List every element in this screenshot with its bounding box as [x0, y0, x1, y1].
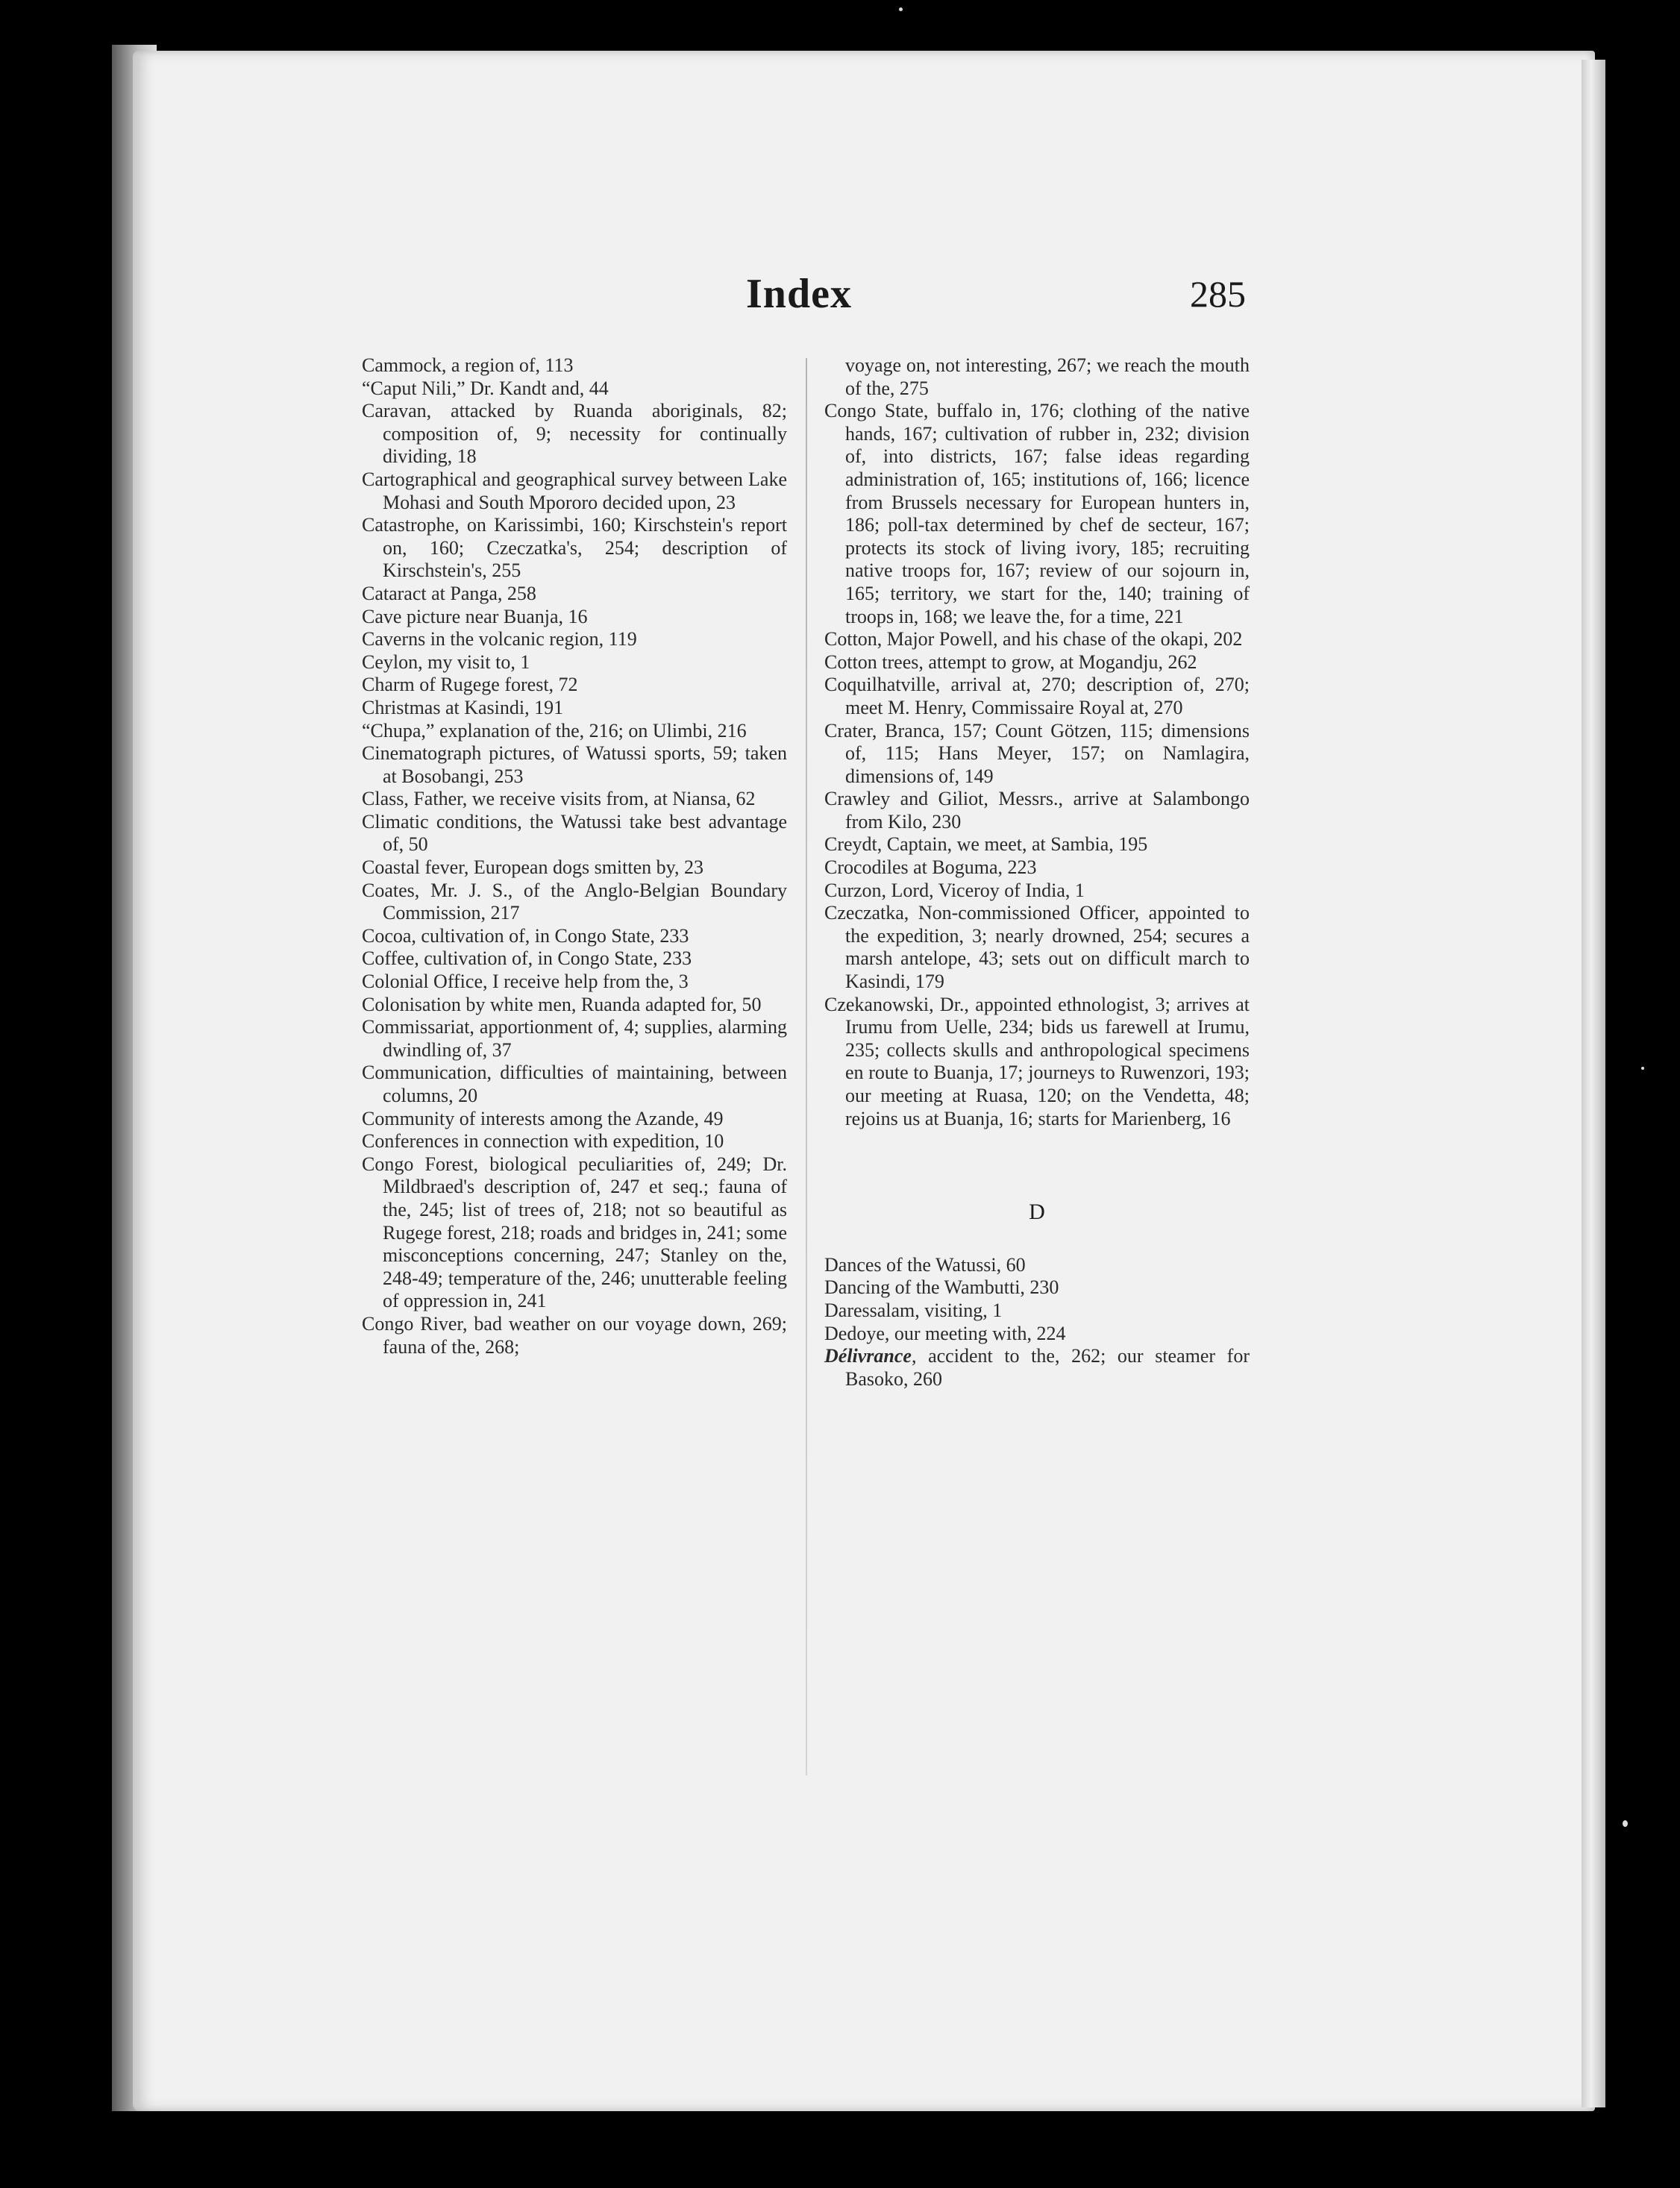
index-entry: Crawley and Giliot, Messrs., arrive at Salambongo from Kilo, 230 [824, 788, 1250, 833]
index-entry: Czekanowski, Dr., appointed ethnologist, 3; arrives at Irumu from Uelle, 234; bids us farewell at Irumu, 235; collects skulls and anthropological specimens en route to Buanja, 17; journeys to Ruwenzori, 193; our meeting at Ruasa, 120; on the Vendetta, 48; rejoins us at Buanja, 16; starts for Marienberg, 16 [824, 993, 1250, 1129]
index-entry: Cartographical and geographical survey between Lake Mohasi and South Mpororo decided upon, 23 [362, 468, 787, 513]
index-entry: “Caput Nili,” Dr. Kandt and, 44 [362, 377, 609, 399]
index-entry: Climatic conditions, the Watussi take best advantage of, 50 [362, 810, 787, 856]
index-entry: Charm of Rugege forest, 72 [362, 674, 578, 696]
index-entry: Catastrophe, on Karissimbi, 160; Kirschstein's report on, 160; Czeczatka's, 254; description of Kirschstein's, 255 [362, 514, 787, 582]
index-entry: Dedoye, our meeting with, 224 [824, 1322, 1066, 1344]
index-entry-head: Délivrance [824, 1345, 912, 1367]
scan-speck [899, 7, 903, 11]
index-entry: Daressalam, visiting, 1 [824, 1299, 1003, 1321]
page-number: 285 [1190, 273, 1246, 315]
index-column-right [824, 354, 1250, 1391]
index-entry: Dances of the Watussi, 60 [824, 1253, 1026, 1276]
index-entry: Community of interests among the Azande, 49 [362, 1107, 724, 1129]
index-entry: Commissariat, apportionment of, 4; supplies, alarming dwindling of, 37 [362, 1016, 787, 1061]
index-entry: Congo State, buffalo in, 176; clothing of the native hands, 167; cultivation of rubber in, 232; division of, into districts, 167; false ideas regarding administration of, 165; institutions of, 166; licence from Brussels necessary for European hunters in, 186; poll-tax determined by chef de secteur, 167; protects its stock of living ivory, 185; recruiting native troops for, 167; review of our sojourn in, 165; territory, we start for the, 140; training of troops in, 168; we leave the, for a time, 221 [824, 400, 1250, 627]
index-entry: Christmas at Kasindi, 191 [362, 696, 564, 718]
index-entry: Coffee, cultivation of, in Congo State, 233 [362, 947, 692, 970]
index-entry-continuation: voyage on, not interesting, 267; we reach the mouth of the, 275 [845, 354, 1250, 399]
index-entry: Colonisation by white men, Ruanda adapted for, 50 [362, 993, 762, 1015]
scan-speck [1623, 1820, 1628, 1827]
index-entry: Coquilhatville, arrival at, 270; description of, 270; meet M. Henry, Commissaire Royal at, 270 [824, 674, 1250, 718]
index-entry: Conferences in connection with expedition, 10 [362, 1130, 724, 1153]
index-entry: Cave picture near Buanja, 16 [362, 605, 588, 627]
index-entry: Cataract at Panga, 258 [362, 582, 536, 604]
index-entry: Coates, Mr. J. S., of the Anglo-Belgian Boundary Commission, 217 [362, 879, 787, 924]
section-heading-d: D [1029, 1200, 1045, 1225]
index-entry: Colonial Office, I receive help from the, 3 [362, 971, 689, 993]
index-entry: Dancing of the Wambutti, 230 [824, 1276, 1059, 1299]
index-entry: Cotton, Major Powell, and his chase of the okapi, 202 [824, 628, 1243, 651]
index-entry: Class, Father, we receive visits from, at Niansa, 62 [362, 788, 756, 810]
index-entry: Caravan, attacked by Ruanda aboriginals, 82; composition of, 9; necessity for continually dividing, 18 [362, 400, 787, 468]
index-entry: Coastal fever, European dogs smitten by, 23 [362, 856, 703, 879]
index-entry: Cinematograph pictures, of Watussi sports, 59; taken at Bosobangi, 253 [362, 742, 787, 787]
index-entry: Crater, Branca, 157; Count Götzen, 115; dimensions of, 115; Hans Meyer, 157; on Namlagira, dimensions of, 149 [824, 719, 1250, 787]
index-entry: Cotton trees, attempt to grow, at Mogandju, 262 [824, 651, 1197, 673]
page-edge [1582, 60, 1605, 2107]
scan-speck [1641, 1067, 1644, 1070]
index-entry: Creydt, Captain, we meet, at Sambia, 195 [824, 833, 1148, 856]
page-title: Index [746, 271, 852, 317]
index-entry: Curzon, Lord, Viceroy of India, 1 [824, 879, 1085, 901]
index-entry: “Chupa,” explanation of the, 216; on Ulimbi, 216 [362, 719, 747, 742]
index-column-left [362, 354, 787, 1358]
index-entry [824, 1345, 1250, 1391]
index-entry: Czeczatka, Non-commissioned Officer, appointed to the expedition, 3; nearly drowned, 254; secures a marsh antelope, 43; sets out on difficult march to Kasindi, 179 [824, 902, 1250, 993]
column-divider [806, 358, 807, 1775]
index-entry: Crocodiles at Boguma, 223 [824, 856, 1037, 879]
index-entry-body: , accident to the, 262; our steamer for Basoko, 260 [845, 1345, 1250, 1390]
index-entry: Cocoa, cultivation of, in Congo State, 233 [362, 924, 689, 947]
index-entry: Congo River, bad weather on our voyage down, 269; fauna of the, 268; [362, 1312, 787, 1358]
index-entry: Cammock, a region of, 113 [362, 354, 574, 376]
index-entry: Caverns in the volcanic region, 119 [362, 628, 637, 651]
index-entry: Communication, difficulties of maintaining, between columns, 20 [362, 1062, 787, 1106]
index-entry: Congo Forest, biological peculiarities of, 249; Dr. Mildbraed's description of, 247 et seq.; fauna of the, 245; list of trees of, 218; not so beautiful as Rugege forest, 218; roads and bridges in, 241; some misconceptions concerning, 247; Stanley on the, 248-49; temperature of the, 246; unutterable feeling of oppression in, 241 [362, 1153, 787, 1312]
index-entry: Ceylon, my visit to, 1 [362, 651, 530, 673]
